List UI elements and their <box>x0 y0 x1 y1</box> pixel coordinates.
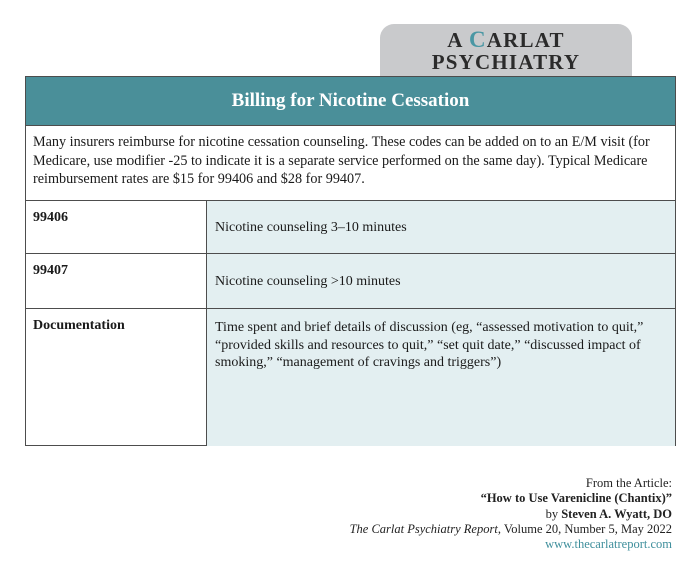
citation-author: Steven A. Wyatt, DO <box>561 506 672 521</box>
table-row <box>26 201 675 254</box>
table-title: Billing for Nicotine Cessation <box>231 90 470 111</box>
description-cell: Time spent and brief details of discussion (eg, “assessed motivation to quit,” “provided skills and resources to quit,” “set quit date,” “discussed impact of smoking,” “management of cravings and triggers”) <box>207 309 675 446</box>
table-title-bar <box>26 77 675 126</box>
description-text: Nicotine counseling >10 minutes <box>215 273 401 289</box>
brand-tab <box>380 24 632 78</box>
table-row <box>26 309 675 446</box>
table-intro: Many insurers reimburse for nicotine cessation counseling. These codes can be added on to an E/M visit (for Medicare, use modifier -25 to indicate it is a separate service performed on the same day). Typical Medicare reimbursement rates are $15 for 99406 and $28 for 99407. <box>26 126 675 201</box>
citation-by: by <box>545 506 562 521</box>
description-cell <box>207 201 675 253</box>
code-cell: 99407 <box>26 254 207 308</box>
article-citation <box>350 476 672 552</box>
citation-url[interactable]: www.thecarlatreport.com <box>545 537 672 552</box>
code-cell: Documentation <box>26 309 207 446</box>
reference-table <box>25 76 676 446</box>
citation-from: From the Article: <box>585 476 672 490</box>
brand-title <box>380 29 632 73</box>
brand-name-rest: ARLAT PSYCHIATRY <box>431 28 581 74</box>
description-text: Nicotine counseling 3–10 minutes <box>215 219 407 235</box>
description-cell <box>207 254 675 308</box>
brand-c-letter: C <box>468 27 487 52</box>
citation-journal: The Carlat Psychiatry Report <box>349 521 498 536</box>
brand-prefix: A <box>447 28 469 52</box>
citation-journal-line <box>350 522 672 537</box>
citation-article-title: “How to Use Varenicline (Chantix)” <box>480 491 672 506</box>
citation-byline <box>350 507 672 522</box>
citation-issue: , Volume 20, Number 5, May 2022 <box>497 521 672 536</box>
code-cell: 99406 <box>26 201 207 253</box>
table-row <box>26 254 675 309</box>
